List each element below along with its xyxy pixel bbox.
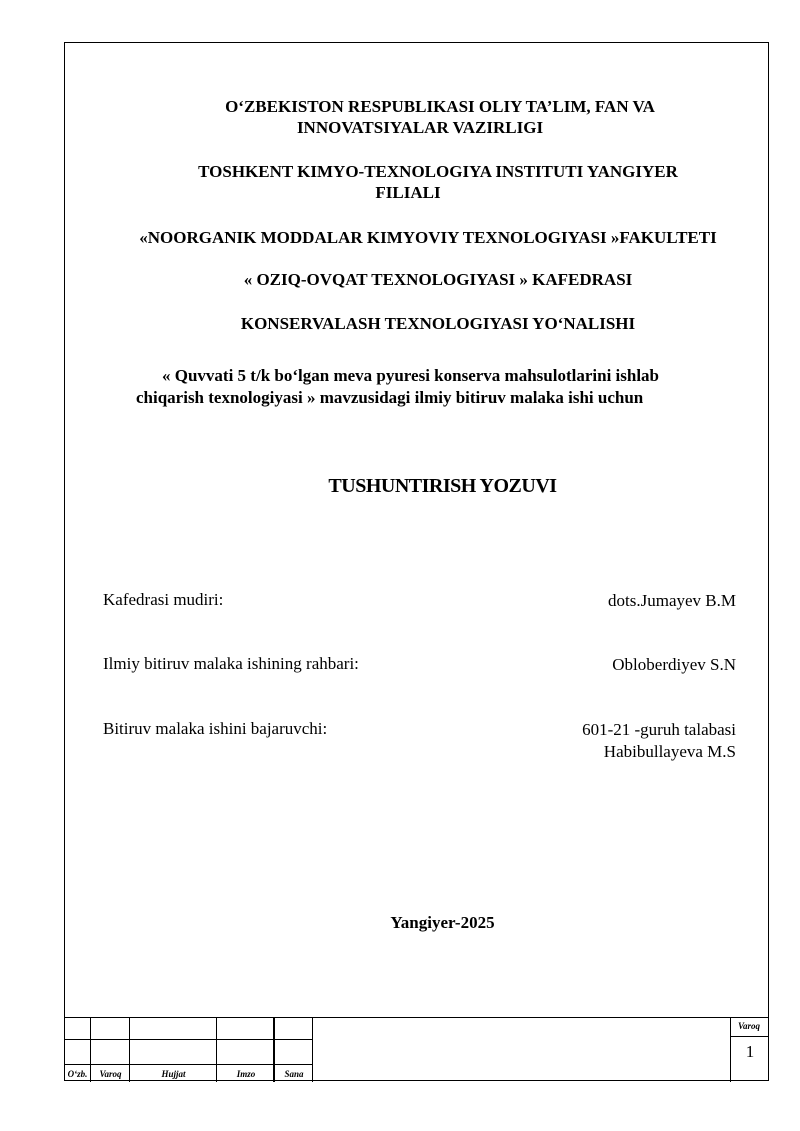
head-of-department-label: Kafedrasi mudiri: bbox=[103, 590, 224, 609]
head-of-department-value: dots.Jumayev B.M bbox=[608, 591, 736, 610]
document-title: TUSHUNTIRISH YOZUVI bbox=[328, 475, 557, 497]
sheet-label: Varoq bbox=[737, 1021, 760, 1031]
stamp-label-varoq: Varoq bbox=[99, 1069, 122, 1079]
title-block bbox=[64, 1017, 769, 1081]
stamp-label-imzo: Imzo bbox=[236, 1069, 256, 1079]
place-year: Yangiyer-2025 bbox=[390, 913, 495, 932]
stamp-row-divider bbox=[64, 1064, 313, 1065]
institute-title bbox=[38, 161, 800, 203]
stamp-label-sana: Sana bbox=[284, 1069, 304, 1079]
sheet-number-box bbox=[730, 1018, 769, 1082]
institute-line-2: FILIALI bbox=[375, 183, 441, 202]
faculty-title: «NOORGANIK MODDALAR KIMYOVIY TEXNOLOGIYASI »FAKULTETI bbox=[139, 228, 717, 247]
author-name bbox=[582, 719, 736, 763]
stamp-label-hujjat: Hujjat bbox=[161, 1069, 186, 1079]
stamp-label-uzb: O‘zb. bbox=[67, 1069, 88, 1079]
institute-line-1: TOSHKENT KIMYO-TEXNOLOGIYA INSTITUTI YANGIYER bbox=[198, 162, 678, 181]
page-number: 1 bbox=[745, 1042, 755, 1061]
department-title: « OZIQ-OVQAT TEXNOLOGIYASI » KAFEDRASI bbox=[243, 270, 633, 289]
supervisor-name bbox=[612, 654, 736, 676]
stamp-row-divider bbox=[64, 1039, 313, 1040]
head-of-department-name bbox=[608, 590, 736, 612]
ministry-line-1: O‘ZBEKISTON RESPUBLIKASI OLIY TA’LIM, FAN VA bbox=[225, 97, 655, 116]
supervisor-value: Obloberdiyev S.N bbox=[612, 655, 736, 674]
supervisor-label: Ilmiy bitiruv malaka ishining rahbari: bbox=[103, 654, 359, 673]
topic-line-2: chiqarish texnologiyasi » mavzusidagi ilmiy bitiruv malaka ishi uchun bbox=[136, 388, 644, 407]
topic-line-1: « Quvvati 5 t/k bo‘lgan meva pyuresi konserva mahsulotlarini ishlab bbox=[162, 366, 660, 385]
sheet-divider bbox=[731, 1036, 769, 1037]
author-label: Bitiruv malaka ishini bajaruvchi: bbox=[103, 719, 328, 738]
author-value: Habibullayeva M.S bbox=[603, 742, 736, 761]
specialty-title: KONSERVALASH TEXNOLOGIYASI YO‘NALISHI bbox=[240, 314, 636, 333]
author-group: 601-21 -guruh talabasi bbox=[582, 720, 736, 739]
ministry-title bbox=[40, 96, 800, 138]
ministry-line-2: INNOVATSIYALAR VAZIRLIGI bbox=[296, 118, 544, 137]
